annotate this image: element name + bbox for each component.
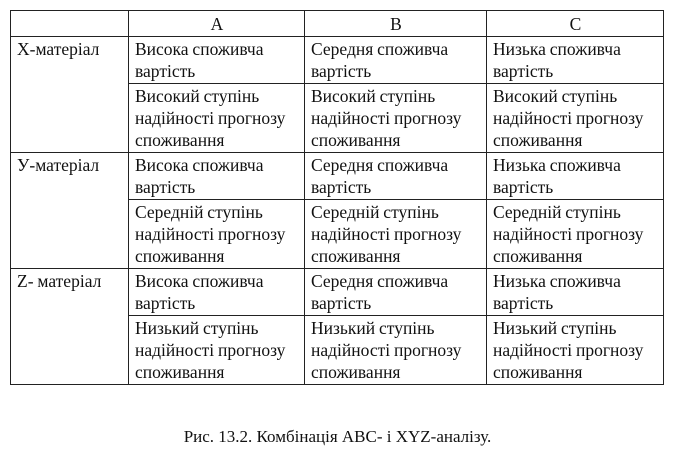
value-cell: Низька споживча вартість xyxy=(487,153,664,200)
column-header-b: B xyxy=(305,11,487,37)
reliability-cell: Високий ступінь надійності прогнозу споживання xyxy=(129,84,305,153)
reliability-cell: Середній ступінь надійності прогнозу споживання xyxy=(305,200,487,269)
reliability-cell: Високий ступінь надійності прогнозу споживання xyxy=(305,84,487,153)
value-cell: Висока споживча вартість xyxy=(129,153,305,200)
figure-caption: Рис. 13.2. Комбінація АВС- і XYZ-аналізу. xyxy=(183,427,492,446)
abc-xyz-table xyxy=(10,10,664,385)
column-header-c: C xyxy=(487,11,664,37)
corner-cell xyxy=(11,11,129,37)
value-cell: Висока споживча вартість xyxy=(129,269,305,316)
reliability-cell: Середній ступінь надійності прогнозу споживання xyxy=(129,200,305,269)
value-cell: Середня споживча вартість xyxy=(305,153,487,200)
reliability-cell: Низький ступінь надійності прогнозу споживання xyxy=(129,316,305,385)
value-cell: Низька споживча вартість xyxy=(487,37,664,84)
reliability-cell: Низький ступінь надійності прогнозу споживання xyxy=(305,316,487,385)
value-cell: Середня споживча вартість xyxy=(305,269,487,316)
table-row xyxy=(11,37,664,84)
value-cell: Висока споживча вартість xyxy=(129,37,305,84)
reliability-cell: Високий ступінь надійності прогнозу споживання xyxy=(487,84,664,153)
table-row xyxy=(11,269,664,316)
reliability-cell: Середній ступінь надійності прогнозу споживання xyxy=(487,200,664,269)
table-row xyxy=(11,153,664,200)
value-cell: Середня споживча вартість xyxy=(305,37,487,84)
value-cell: Низька споживча вартість xyxy=(487,269,664,316)
column-header-a: A xyxy=(129,11,305,37)
row-label-x: X-матеріал xyxy=(11,37,129,153)
reliability-cell: Низький ступінь надійності прогнозу споживання xyxy=(487,316,664,385)
row-label-z: Z- матеріал xyxy=(11,269,129,385)
header-row xyxy=(11,11,664,37)
row-label-y: У-матеріал xyxy=(11,153,129,269)
